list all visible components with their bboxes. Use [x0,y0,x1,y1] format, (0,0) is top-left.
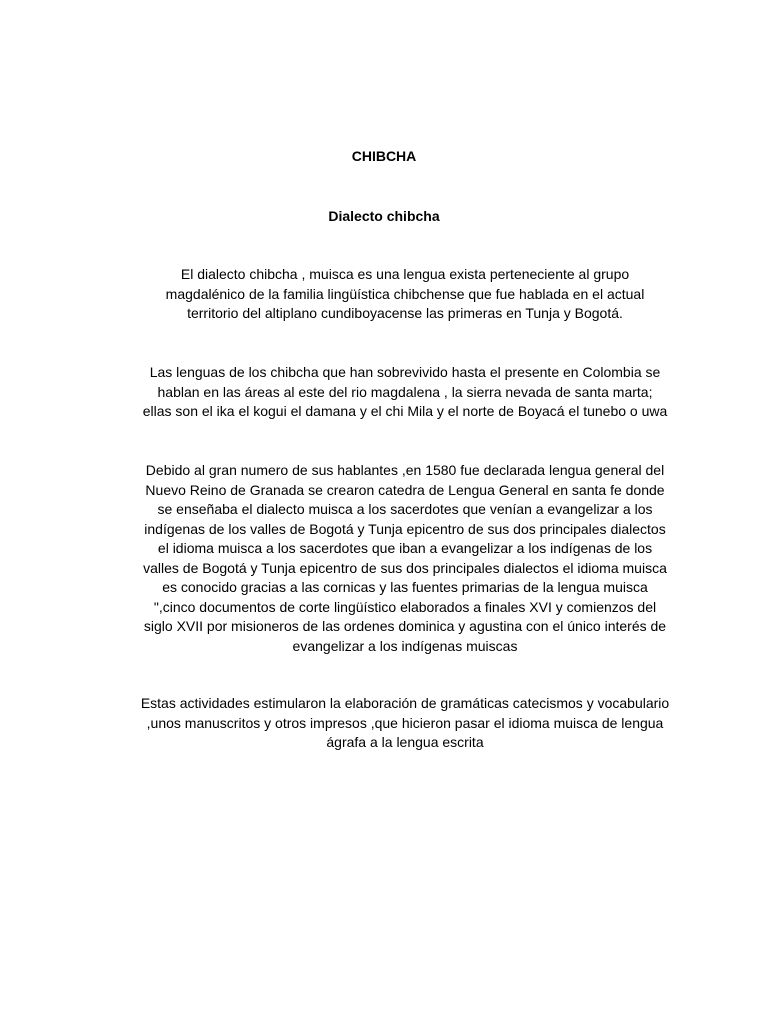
paragraph-2 [112,363,698,422]
paragraph-line: ",cinco documentos de corte lingüístico elaborados a finales XVI y comienzos del [153,598,657,615]
paragraph-line: Las lenguas de los chibcha que han sobrevivido hasta el presente en Colombia se [149,364,661,380]
paragraph-line: evangelizar a los indígenas muiscas [292,637,518,654]
paragraph-line: se enseñaba el dialecto muisca a los sacerdotes que venían a evangelizar a los [157,501,653,517]
paragraph-line: hablan en las áreas al este del rio magdalena , la sierra nevada de santa marta; [157,383,653,400]
document-title: CHIBCHA [351,148,417,164]
paragraph-line: valles de Bogotá y Tunja epicentro de sus dos principales dialectos el idioma muisca [143,559,667,576]
paragraph-3 [112,461,698,656]
paragraph-line: Debido al gran numero de sus hablantes ,en 1580 fue declarada lengua general del [145,462,665,478]
paragraph-line: ágrafa a la lengua escrita [326,734,484,750]
paragraph-line: indígenas de los valles de Bogotá y Tunja epicentro de sus dos principales dialectos [144,520,666,537]
paragraph-line: es conocido gracias a las cornicas y las fuentes primarias de la lengua muisca [162,579,648,595]
paragraph-1 [112,265,698,324]
paragraph-line: siglo XVII por misioneros de las ordenes dominica y agustina con el único interés de [143,618,667,634]
paragraph-line: el idioma muisca a los sacerdotes que iban a evangelizar a los indígenas de los [157,540,653,556]
paragraph-line: magdalénico de la familia lingüística chibchense que fue hablada en el actual [165,285,645,302]
paragraph-line: Estas actividades estimularon la elaboración de gramáticas catecismos y vocabulario [140,695,670,711]
paragraph-line: El dialecto chibcha , muisca es una lengua exista perteneciente al grupo [180,266,630,282]
document-subtitle: Dialecto chibcha [328,208,440,224]
paragraph-4 [112,694,698,753]
paragraph-line: territorio del altiplano cundiboyacense las primeras en Tunja y Bogotá. [187,305,623,321]
paragraph-line: ellas son el ika el kogui el damana y el chi Mila y el norte de Boyacá el tunebo o uwa [142,403,668,419]
paragraph-line: ,unos manuscritos y otros impresos ,que hicieron pasar el idioma muisca de lengua [146,714,664,731]
paragraph-line: Nuevo Reino de Granada se crearon catedra de Lengua General en santa fe donde [145,481,665,498]
